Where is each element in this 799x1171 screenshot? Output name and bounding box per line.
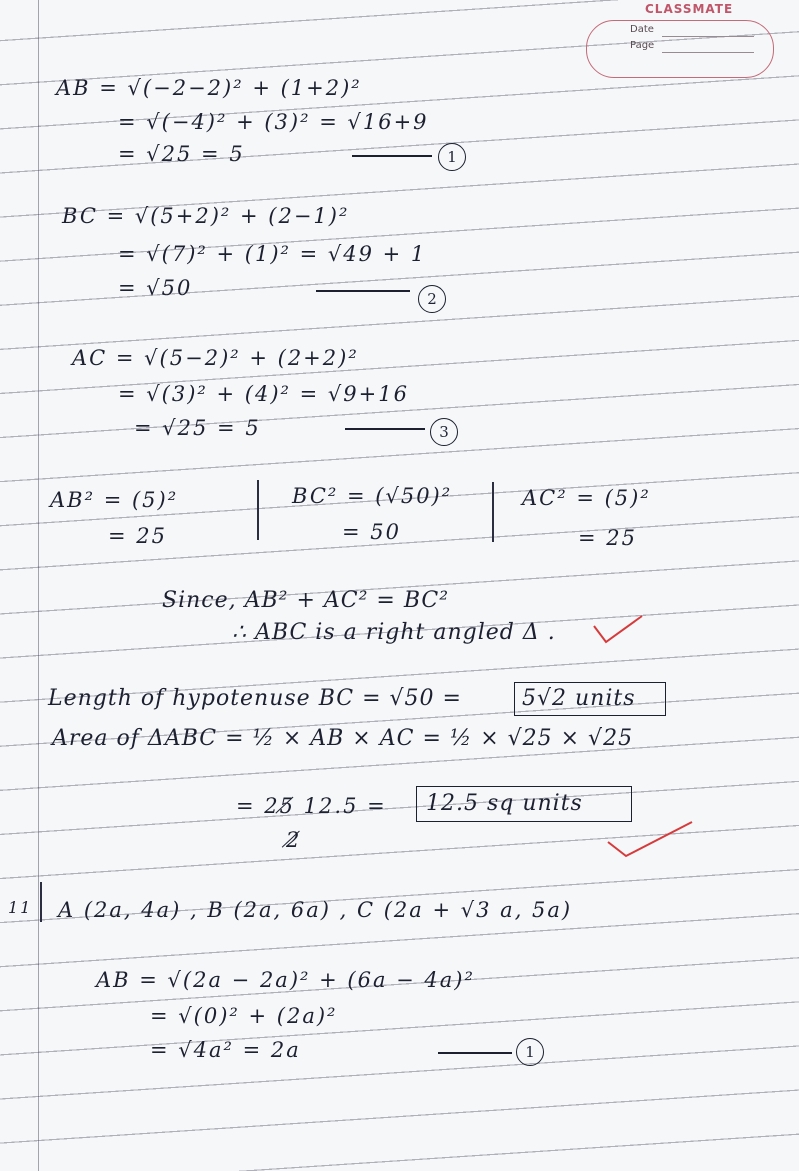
ab-line-3: = √25 = 5 bbox=[118, 142, 245, 166]
ac-squared-value: = 25 bbox=[578, 526, 637, 550]
ac-line-1: AC = √(5−2)² + (2+2)² bbox=[72, 346, 359, 370]
ac-line-3: = √25 = 5 bbox=[134, 416, 261, 440]
since-statement: Since, AB² + AC² = BC² bbox=[162, 588, 450, 613]
area-denominator: 2̸ bbox=[286, 828, 302, 852]
ac-tag: 3 bbox=[430, 418, 458, 446]
ab2-dash bbox=[438, 1052, 512, 1054]
ab2-line-2: = √(0)² + (2a)² bbox=[150, 1004, 338, 1028]
ab-dash bbox=[352, 155, 432, 157]
bc-squared: BC² = (√50)² bbox=[292, 484, 453, 508]
ab2-line-1: AB = √(2a − 2a)² + (6a − 4a)² bbox=[96, 968, 475, 992]
area-answer: 12.5 sq units bbox=[426, 791, 583, 816]
date-line bbox=[662, 36, 754, 37]
stamp-border bbox=[586, 20, 774, 78]
question-marker bbox=[40, 882, 42, 922]
column-divider-1 bbox=[257, 480, 259, 540]
ab-line-1: AB = √(−2−2)² + (1+2)² bbox=[56, 76, 362, 100]
bc-squared-value: = 50 bbox=[342, 520, 401, 544]
bc-line-2: = √(7)² + (1)² = √49 + 1 bbox=[118, 242, 427, 266]
page-line bbox=[662, 52, 754, 53]
hypotenuse-statement: Length of hypotenuse BC = √50 = bbox=[48, 686, 462, 711]
margin-line bbox=[38, 0, 39, 1171]
question-points: A (2a, 4a) , B (2a, 6a) , C (2a + √3 a, 5a) bbox=[58, 898, 573, 922]
therefore-statement: ∴ ABC is a right angled Δ . bbox=[232, 620, 556, 645]
check-mark-1 bbox=[592, 612, 644, 648]
area-statement: Area of ΔABC = ½ × AB × AC = ½ × √25 × √25 bbox=[52, 726, 634, 751]
ab-tag: 1 bbox=[438, 143, 466, 171]
hypotenuse-answer: 5√2 units bbox=[522, 686, 636, 711]
classmate-stamp bbox=[586, 2, 772, 76]
brand-name: CLASSMATE bbox=[642, 2, 736, 16]
ab2-tag: 1 bbox=[516, 1038, 544, 1066]
area-line-2: = 25̸ 12.5 = bbox=[236, 794, 387, 818]
date-label: Date bbox=[630, 24, 654, 35]
bc-dash bbox=[316, 290, 410, 292]
ab-squared-value: = 25 bbox=[108, 524, 167, 548]
ab-line-2: = √(−4)² + (3)² = √16+9 bbox=[118, 110, 429, 134]
question-number: 11 bbox=[8, 898, 33, 917]
column-divider-2 bbox=[492, 482, 494, 542]
ac-squared: AC² = (5)² bbox=[522, 486, 651, 510]
page-label: Page bbox=[630, 40, 655, 51]
ac-line-2: = √(3)² + (4)² = √9+16 bbox=[118, 382, 409, 406]
bc-line-3: = √50 bbox=[118, 276, 193, 300]
ac-dash bbox=[345, 428, 425, 430]
bc-tag: 2 bbox=[418, 285, 446, 313]
bc-line-1: BC = √(5+2)² + (2−1)² bbox=[62, 204, 350, 228]
check-mark-2 bbox=[604, 818, 694, 858]
ab2-line-3: = √4a² = 2a bbox=[150, 1038, 301, 1062]
ab-squared: AB² = (5)² bbox=[50, 488, 179, 512]
